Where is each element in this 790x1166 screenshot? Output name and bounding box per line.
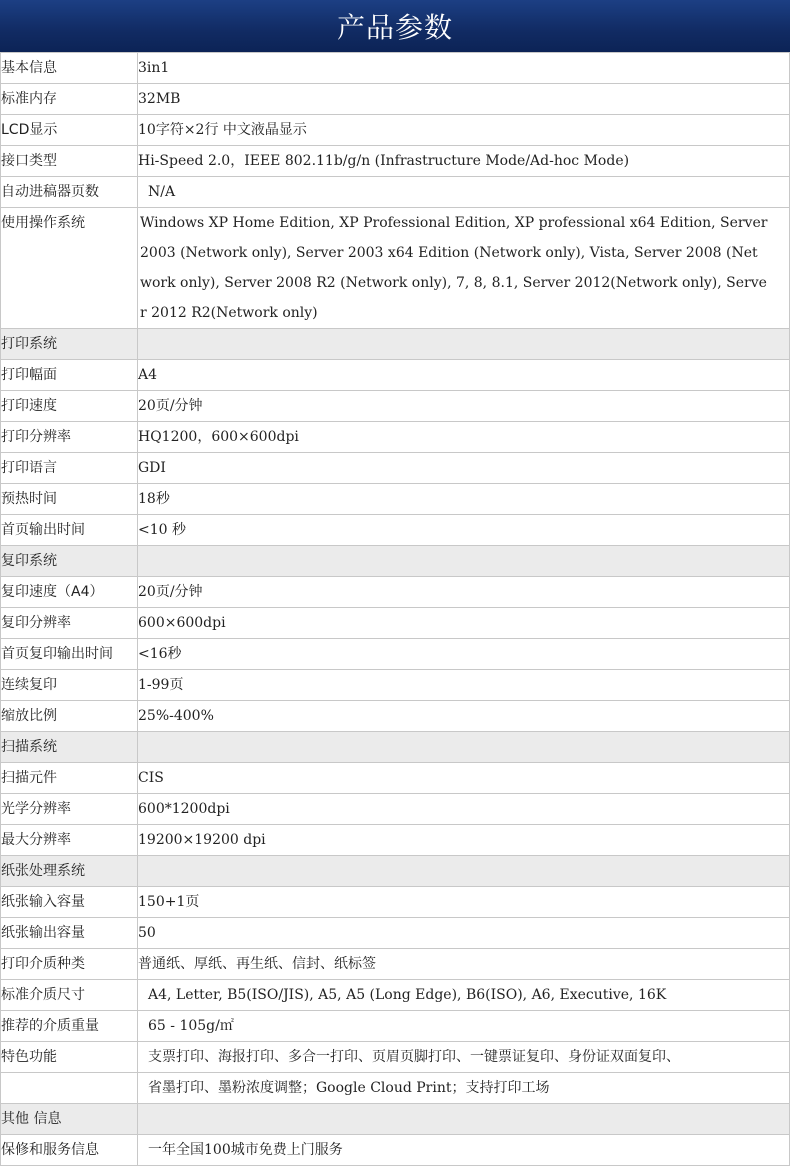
row-value: A4 <box>138 360 790 391</box>
page-title: 产品参数 <box>336 11 453 44</box>
table-row <box>1 980 790 1011</box>
row-label: 最大分辨率 <box>1 825 138 856</box>
row-label: 推荐的介质重量 <box>1 1011 138 1042</box>
table-row <box>1 1135 790 1166</box>
table-row <box>1 1042 790 1073</box>
table-row <box>1 360 790 391</box>
row-value <box>138 1104 790 1135</box>
row-label: 光学分辨率 <box>1 794 138 825</box>
section-row <box>1 732 790 763</box>
row-value <box>138 856 790 887</box>
section-label: 纸张处理系统 <box>1 856 138 887</box>
row-label: 使用操作系统 <box>1 208 138 329</box>
row-label: 首页复印输出时间 <box>1 639 138 670</box>
row-value: CIS <box>138 763 790 794</box>
row-value: 1-99页 <box>138 670 790 701</box>
row-value: 50 <box>138 918 790 949</box>
table-row <box>1 53 790 84</box>
table-row <box>1 763 790 794</box>
row-value: 一年全国100城市免费上门服务 <box>138 1135 790 1166</box>
row-value: <10 秒 <box>138 515 790 546</box>
table-row <box>1 639 790 670</box>
row-label: 接口类型 <box>1 146 138 177</box>
row-value: 65 - 105g/㎡ <box>138 1011 790 1042</box>
row-value: HQ1200，600×600dpi <box>138 422 790 453</box>
table-row <box>1 115 790 146</box>
row-value: 10字符×2行 中文液晶显示 <box>138 115 790 146</box>
row-label: 基本信息 <box>1 53 138 84</box>
row-value: 省墨打印、墨粉浓度调整；Google Cloud Print；支持打印工场 <box>138 1073 790 1104</box>
row-label: 打印速度 <box>1 391 138 422</box>
section-label: 打印系统 <box>1 329 138 360</box>
row-label: 首页输出时间 <box>1 515 138 546</box>
row-value: 支票打印、海报打印、多合一打印、页眉页脚打印、一键票证复印、身份证双面复印、 <box>138 1042 790 1073</box>
row-label: 纸张输入容量 <box>1 887 138 918</box>
table-row <box>1 1011 790 1042</box>
row-label: 打印介质种类 <box>1 949 138 980</box>
row-value: 150+1页 <box>138 887 790 918</box>
row-value: Hi-Speed 2.0，IEEE 802.11b/g/n (Infrastructure Mode/Ad-hoc Mode) <box>138 146 790 177</box>
row-value <box>138 732 790 763</box>
section-row <box>1 546 790 577</box>
table-row <box>1 453 790 484</box>
row-label: 连续复印 <box>1 670 138 701</box>
row-label: 复印速度（A4） <box>1 577 138 608</box>
section-row <box>1 329 790 360</box>
row-value <box>138 546 790 577</box>
row-label: 缩放比例 <box>1 701 138 732</box>
row-value: 3in1 <box>138 53 790 84</box>
section-label: 扫描系统 <box>1 732 138 763</box>
table-row <box>1 391 790 422</box>
row-label: 特色功能 <box>1 1042 138 1073</box>
row-label: 保修和服务信息 <box>1 1135 138 1166</box>
table-row <box>1 484 790 515</box>
row-value: 19200×19200 dpi <box>138 825 790 856</box>
table-row <box>1 670 790 701</box>
row-value: <16秒 <box>138 639 790 670</box>
table-row <box>1 794 790 825</box>
section-label: 其他 信息 <box>1 1104 138 1135</box>
table-row <box>1 1073 790 1104</box>
table-row <box>1 577 790 608</box>
table-row <box>1 422 790 453</box>
section-row <box>1 856 790 887</box>
section-row <box>1 1104 790 1135</box>
row-value: 25%-400% <box>138 701 790 732</box>
row-label: 打印分辨率 <box>1 422 138 453</box>
table-row <box>1 949 790 980</box>
row-value: 18秒 <box>138 484 790 515</box>
row-label: 预热时间 <box>1 484 138 515</box>
row-value: Windows XP Home Edition, XP Professional Edition, XP professional x64 Edition, Server 2003 (Network only), Server 2003 x64 Edition (Network only), Vista, Server 2008 (Network only), Server 2008 R2 (Network only), 7, 8, 8.1, Server 2012(Network only), Server 2012 R2(Network only) <box>138 208 790 329</box>
row-label: 打印语言 <box>1 453 138 484</box>
row-label: LCD显示 <box>1 115 138 146</box>
table-row <box>1 84 790 115</box>
row-value: 普通纸、厚纸、再生纸、信封、纸标签 <box>138 949 790 980</box>
table-row <box>1 918 790 949</box>
row-value: 600*1200dpi <box>138 794 790 825</box>
row-label: 自动进稿器页数 <box>1 177 138 208</box>
row-value: A4, Letter, B5(ISO/JIS), A5, A5 (Long Edge), B6(ISO), A6, Executive, 16K <box>138 980 790 1011</box>
row-value: 600×600dpi <box>138 608 790 639</box>
section-label: 复印系统 <box>1 546 138 577</box>
page-banner <box>0 0 790 52</box>
row-label: 标准介质尺寸 <box>1 980 138 1011</box>
row-label: 扫描元件 <box>1 763 138 794</box>
spec-table <box>0 52 790 1166</box>
row-value: 32MB <box>138 84 790 115</box>
table-row <box>1 825 790 856</box>
table-row <box>1 208 790 329</box>
table-row <box>1 177 790 208</box>
row-value: 20页/分钟 <box>138 577 790 608</box>
row-label <box>1 1073 138 1104</box>
row-label: 标准内存 <box>1 84 138 115</box>
row-label: 打印幅面 <box>1 360 138 391</box>
table-row <box>1 887 790 918</box>
row-value <box>138 329 790 360</box>
row-value: GDI <box>138 453 790 484</box>
table-row <box>1 608 790 639</box>
table-row <box>1 515 790 546</box>
row-label: 复印分辨率 <box>1 608 138 639</box>
table-row <box>1 146 790 177</box>
row-value: 20页/分钟 <box>138 391 790 422</box>
table-row <box>1 701 790 732</box>
row-label: 纸张输出容量 <box>1 918 138 949</box>
row-value: N/A <box>138 177 790 208</box>
